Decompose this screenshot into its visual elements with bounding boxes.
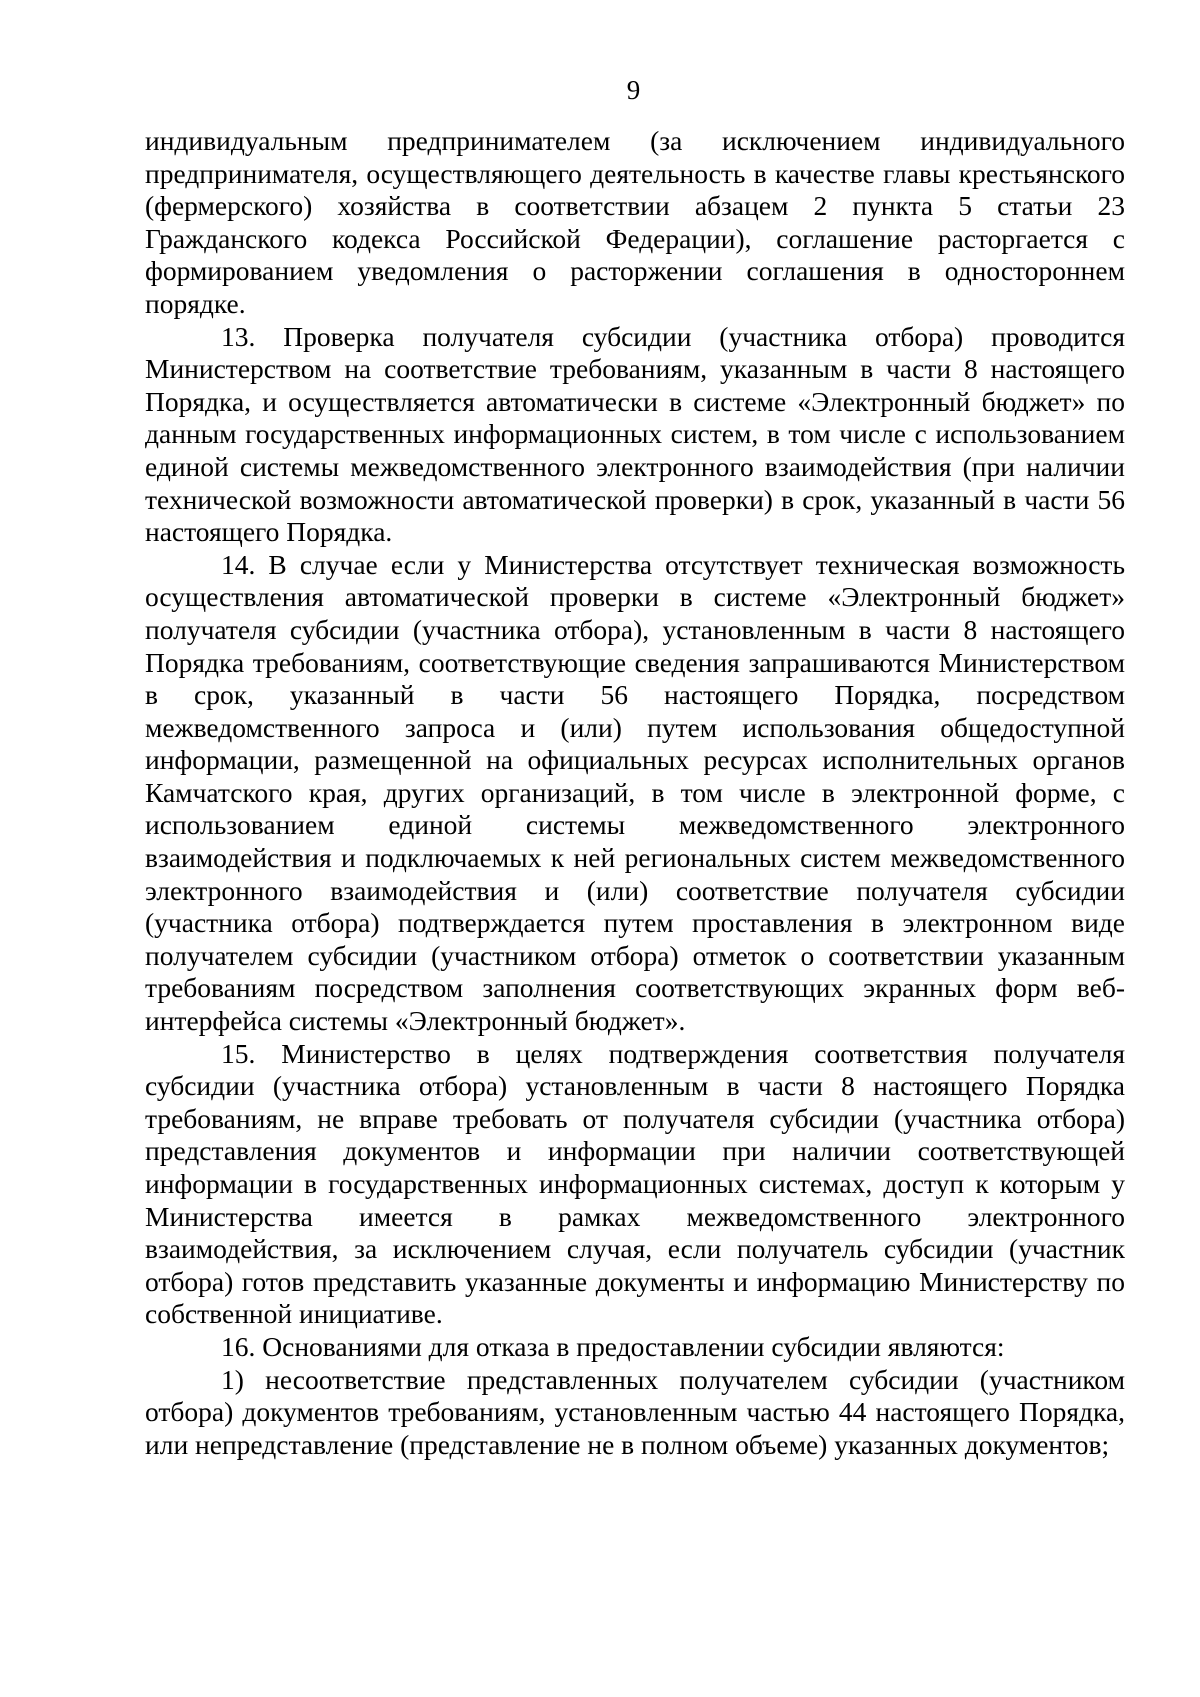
- paragraph-continuation: индивидуальным предпринимателем (за исключением индивидуального предпринимателя, осуществляющего деятельность в качестве главы крестьянского (фермерского) хозяйства в соответствии абзацем 2 пункта 5 статьи 23 Гражданского кодекса Российской Федерации), соглашение расторгается с формированием уведомления о расторжении соглашения в одностороннем порядке.: [145, 125, 1125, 319]
- page-number: 9: [626, 75, 641, 105]
- paragraph-16: 16. Основаниями для отказа в предоставлении субсидии являются:: [221, 1330, 1005, 1362]
- document-body: [145, 125, 1125, 1461]
- paragraph-13: 13. Проверка получателя субсидии (участника отбора) проводится Министерством на соответствие требованиям, указанным в части 8 настоящего Порядка, и осуществляется автоматически в системе «Электронный бюджет» по данным государственных информационных систем, в том числе с использованием единой системы межведомственного электронного взаимодействия (при наличии технической возможности автоматической проверки) в срок, указанный в части 56 настоящего Порядка.: [145, 320, 1125, 548]
- paragraph-16-item-1: 1) несоответствие представленных получателем субсидии (участником отбора) документов требованиям, установленным частью 44 настоящего Порядка, или непредставление (представление не в полном объеме) указанных документов;: [145, 1363, 1125, 1460]
- paragraph-15: 15. Министерство в целях подтверждения соответствия получателя субсидии (участника отбора) установленным в части 8 настоящего Порядка требованиям, не вправе требовать от получателя субсидии (участника отбора) представления документов и информации при наличии соответствующей информации в государственных информационных системах, доступ к которым у Министерства имеется в рамках межведомственного электронного взаимодействия, за исключением случая, если получатель субсидии (участник отбора) готов представить указанные документы и информацию Министерству по собственной инициативе.: [145, 1037, 1125, 1330]
- paragraph-14: 14. В случае если у Министерства отсутствует техническая возможность осуществления автоматической проверки в системе «Электронный бюджет» получателя субсидии (участника отбора), установленным в части 8 настоящего Порядка требованиям, соответствующие сведения запрашиваются Министерством в срок, указанный в части 56 настоящего Порядка, посредством межведомственного запроса и (или) путем использования общедоступной информации, размещенной на официальных ресурсах исполнительных органов Камчатского края, других организаций, в том числе в электронной форме, с использованием единой системы межведомственного электронного взаимодействия и подключаемых к ней региональных систем межведомственного электронного взаимодействия и (или) соответствие получателя субсидии (участника отбора) подтверждается путем проставления в электронном виде получателем субсидии (участником отбора) отметок о соответствии указанным требованиям посредством заполнения соответствующих экранных форм веб-интерфейса системы «Электронный бюджет».: [145, 548, 1125, 1037]
